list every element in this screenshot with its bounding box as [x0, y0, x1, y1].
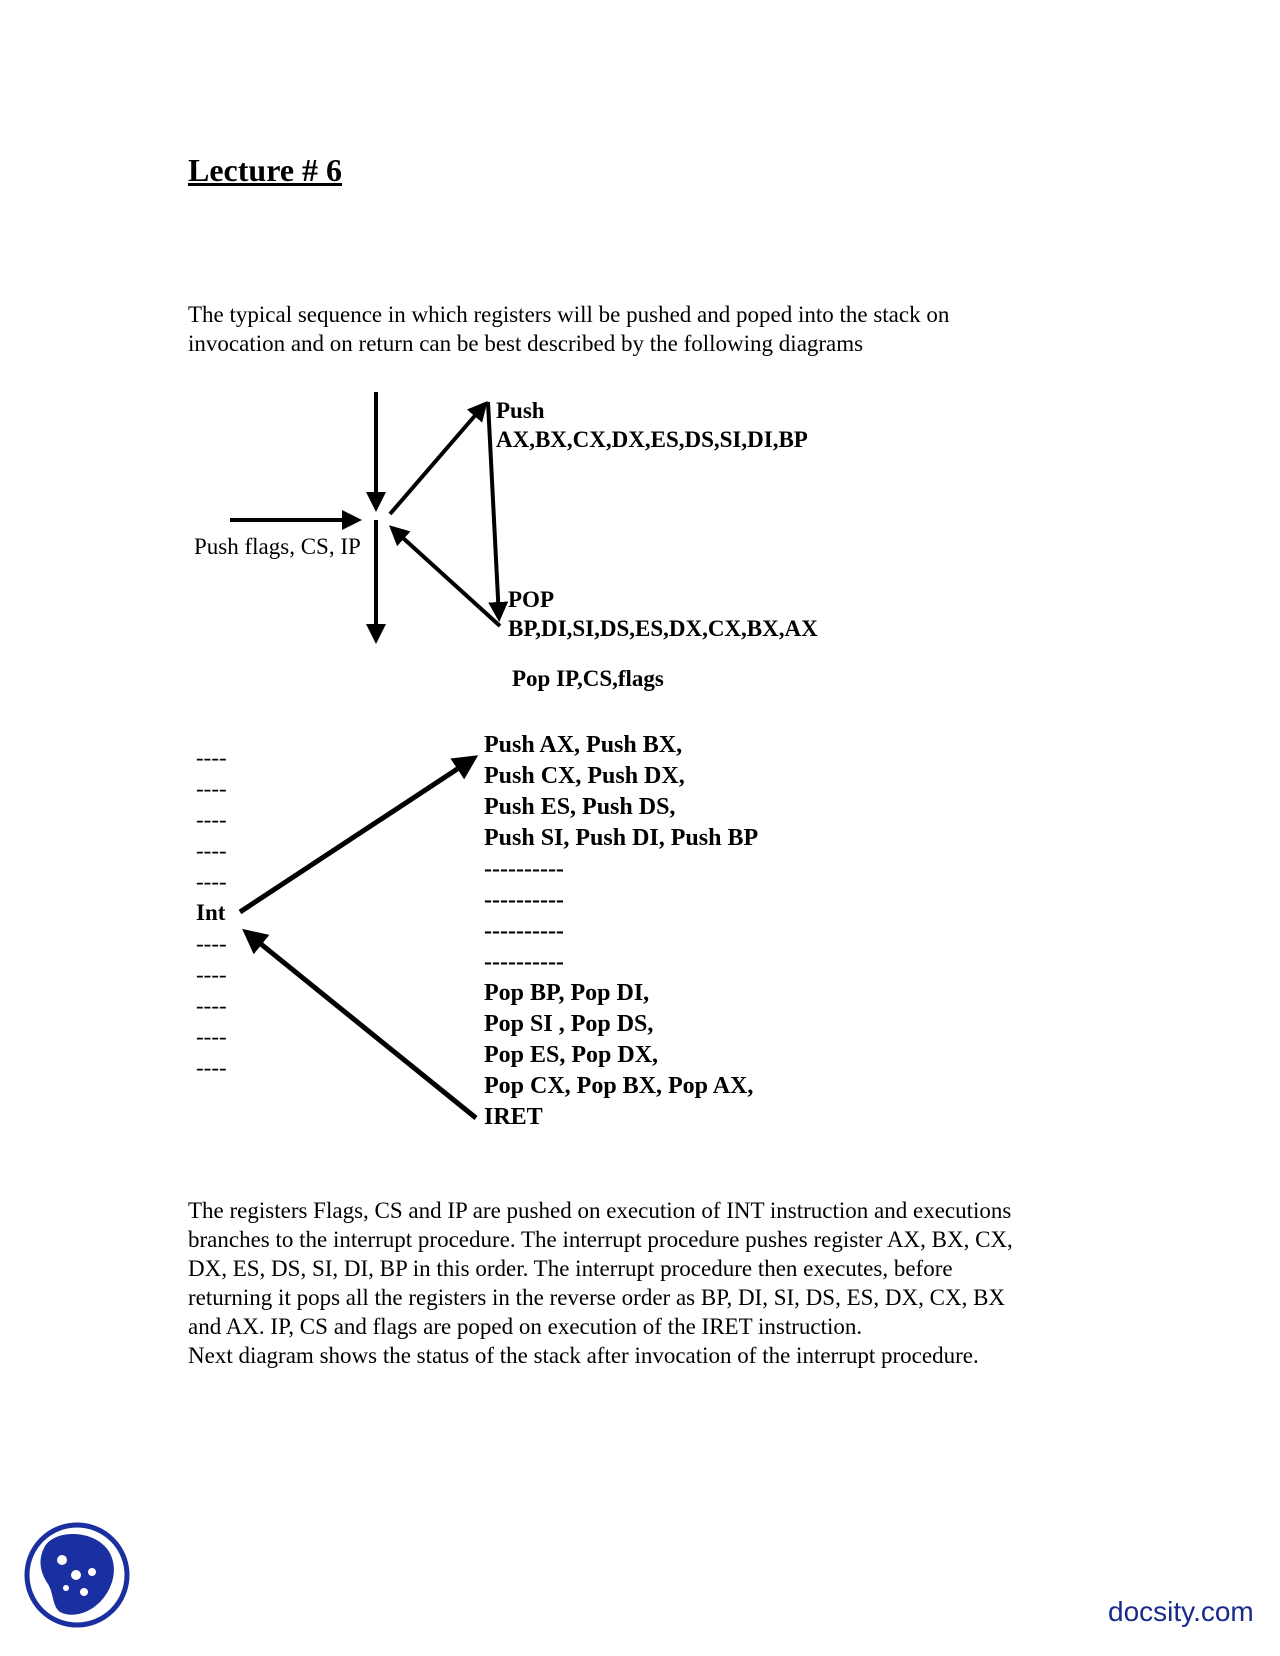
- stream-line: ----: [196, 838, 227, 863]
- body-line: The registers Flags, CS and IP are pushed on execution of INT instruction and executions: [188, 1198, 1012, 1223]
- stream-line: ----: [196, 1024, 227, 1049]
- procedure-line: Push CX, Push DX,: [484, 763, 685, 789]
- pop-ip-label: Pop IP,CS,flags: [512, 666, 664, 691]
- procedure-line: Push AX, Push BX,: [484, 732, 683, 758]
- arrow-iret-to-int: [246, 932, 476, 1118]
- arrow-int-to-push: [240, 758, 474, 912]
- body-line: Next diagram shows the status of the stack after invocation of the interrupt procedure.: [188, 1343, 979, 1368]
- stream-line: ----: [196, 807, 227, 832]
- procedure-line: Push ES, Push DS,: [484, 794, 676, 820]
- int-instruction: Int: [196, 900, 226, 925]
- procedure-line: ----------: [484, 949, 564, 975]
- body-line: and AX. IP, CS and flags are poped on execution of the IRET instruction.: [188, 1314, 863, 1339]
- procedure-line: Push SI, Push DI, Push BP: [484, 825, 759, 851]
- stream-line: ----: [196, 776, 227, 801]
- docsity-logo-icon[interactable]: [22, 1520, 132, 1630]
- intro-line: The typical sequence in which registers will be pushed and poped into the stack on: [188, 302, 950, 327]
- body-line: DX, ES, DS, SI, DI, BP in this order. The interrupt procedure then executes, before: [188, 1256, 953, 1281]
- arrow-to-push: [390, 404, 485, 514]
- procedure-line: Pop ES, Pop DX,: [484, 1042, 659, 1068]
- stream-line: ----: [196, 962, 227, 987]
- procedure-line: ----------: [484, 887, 564, 913]
- stream-line: ----: [196, 1055, 227, 1080]
- pop-registers: BP,DI,SI,DS,ES,DX,CX,BX,AX: [508, 616, 818, 641]
- stream-line: ----: [196, 993, 227, 1018]
- interrupt-procedure: [484, 730, 758, 1133]
- procedure-line: Pop CX, Pop BX, Pop AX,: [484, 1073, 754, 1099]
- procedure-line: Pop SI , Pop DS,: [484, 1011, 654, 1037]
- procedure-line: ----------: [484, 918, 564, 944]
- push-registers: AX,BX,CX,DX,ES,DS,SI,DI,BP: [496, 427, 808, 452]
- procedure-line: ----------: [484, 856, 564, 882]
- push-flags-label: Push flags, CS, IP: [194, 534, 361, 559]
- iret-instruction: IRET: [484, 1104, 543, 1130]
- pop-label: POP: [508, 587, 554, 612]
- stream-line: ----: [196, 931, 227, 956]
- docsity-brand-link[interactable]: docsity.com: [1108, 1596, 1254, 1627]
- page-title: Lecture # 6: [188, 152, 343, 188]
- stream-line: ----: [196, 869, 227, 894]
- body-paragraph: [188, 1196, 1098, 1370]
- arrow-pop-return: [392, 528, 500, 626]
- procedure-line: Pop BP, Pop DI,: [484, 980, 650, 1006]
- body-line: branches to the interrupt procedure. The interrupt procedure pushes register AX, BX, CX,: [188, 1227, 1013, 1252]
- instruction-stream: [196, 742, 227, 1083]
- push-label: Push: [496, 398, 545, 423]
- body-line: returning it pops all the registers in the reverse order as BP, DI, SI, DS, ES, DX, CX, BX: [188, 1285, 1006, 1310]
- intro-line: invocation and on return can be best described by the following diagrams: [188, 331, 864, 356]
- stream-line: ----: [196, 745, 227, 770]
